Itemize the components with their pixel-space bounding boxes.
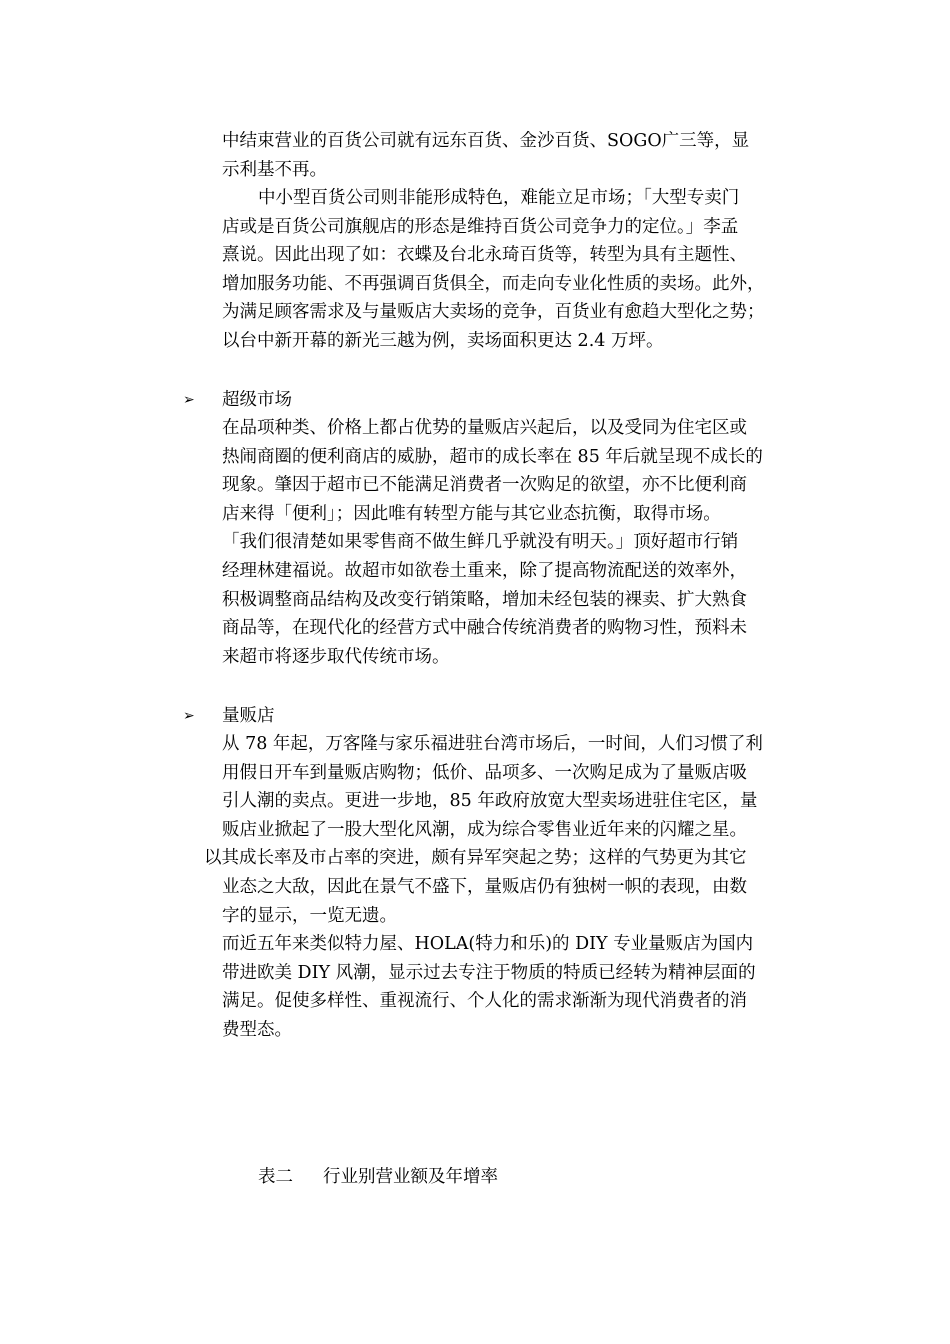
text-line: 中结束营业的百货公司就有远东百货、金沙百货、SOGO广三等，显 xyxy=(222,131,750,151)
paragraph-department-store-closures xyxy=(222,127,749,184)
table-caption-title: 行业别营业额及年增率 xyxy=(323,1167,498,1187)
text-line: 热闹商圈的便利商店的威胁，超市的成长率在 85 年后就呈现不成长的 xyxy=(222,446,763,467)
text-line: 为满足顾客需求及与量贩店大卖场的竞争，百货业有愈趋大型化之势； xyxy=(222,302,765,323)
table-caption-label: 表二 xyxy=(258,1167,293,1187)
text-line: 满足。促使多样性、重视流行、个人化的需求渐渐为现代消费者的消 xyxy=(222,991,747,1012)
text-line: 示利基不再。 xyxy=(222,159,327,180)
paragraph-hypermarket xyxy=(222,730,763,844)
text-line: 从 78 年起，万客隆与家乐福进驻台湾市场后，一时间，人们习惯了利 xyxy=(222,734,763,754)
paragraph-mid-small-department-stores-first-line xyxy=(258,184,739,213)
text-line: 熹说。因此出现了如：衣蝶及台北永琦百货等，转型为具有主题性、 xyxy=(222,245,747,266)
text-line: 店来得「便利」；因此唯有转型方能与其它业态抗衡，取得市场。 xyxy=(222,503,721,524)
text-line: 业态之大敌，因此在景气不盛下，量贩店仍有独树一帜的表现，由数 xyxy=(222,877,747,897)
paragraph-supermarket xyxy=(222,414,763,671)
text-line: 以其成长率及市占率的突进，颇有异军突起之势；这样的气势更为其它 xyxy=(204,848,747,869)
text-line: 现象。肇因于超市已不能满足消费者一次购足的欲望，亦不比便利商 xyxy=(222,475,747,496)
text-line: 积极调整商品结构及改变行销策略，增加未经包装的裸卖、扩大熟食 xyxy=(222,589,747,610)
bullet-heading-hypermarket: 量贩店 xyxy=(222,706,275,726)
paragraph-mid-small-department-stores xyxy=(222,213,765,356)
text-line: 中小型百货公司则非能形成特色，难能立足市场；「大型专卖门 xyxy=(258,188,740,208)
text-line: 在品项种类、价格上都占优势的量贩店兴起后，以及受同为住宅区或 xyxy=(222,418,747,438)
text-line: 费型态。 xyxy=(222,1019,292,1040)
text-line: 店或是百货公司旗舰店的形态是维持百货公司竞争力的定位。」李孟 xyxy=(222,216,739,237)
text-line: 经理林建福说。故超市如欲卷土重来，除了提高物流配送的效率外， xyxy=(222,560,747,581)
text-line: 商品等，在现代化的经营方式中融合传统消费者的购物习性，预料未 xyxy=(222,618,747,639)
table-caption xyxy=(258,1163,498,1191)
text-line: 带进欧美 DIY 风潮，显示过去专注于物质的特质已经转为精神层面的 xyxy=(222,962,756,983)
paragraph-hypermarket-outdented-line xyxy=(204,844,747,873)
text-line: 增加服务功能、不再强调百货俱全，而走向专业化性质的卖场。此外， xyxy=(222,273,765,294)
arrow-bullet-icon: ➢ xyxy=(183,708,195,724)
text-line: 引人潮的卖点。更进一步地，85 年政府放宽大型卖场进驻住宅区，量 xyxy=(222,791,758,812)
text-line: 字的显示，一览无遗。 xyxy=(222,905,397,926)
text-line: 贩店业掀起了一股大型化风潮，成为综合零售业近年来的闪耀之星。 xyxy=(222,819,747,840)
paragraph-hypermarket-tail xyxy=(222,873,747,930)
text-line: 用假日开车到量贩店购物；低价、品项多、一次购足成为了量贩店吸 xyxy=(222,762,747,783)
text-line: 而近五年来类似特力屋、HOLA(特力和乐)的 DIY 专业量贩店为国内 xyxy=(222,934,754,954)
text-line: 来超市将逐步取代传统市场。 xyxy=(222,646,450,667)
bullet-heading-supermarket: 超级市场 xyxy=(222,390,292,410)
arrow-bullet-icon: ➢ xyxy=(183,392,195,408)
text-line: 以台中新开幕的新光三越为例，卖场面积更达 2.4 万坪。 xyxy=(222,330,664,351)
paragraph-diy-stores xyxy=(222,930,756,1044)
text-line: 「我们很清楚如果零售商不做生鲜几乎就没有明天。」顶好超市行销 xyxy=(222,532,739,553)
